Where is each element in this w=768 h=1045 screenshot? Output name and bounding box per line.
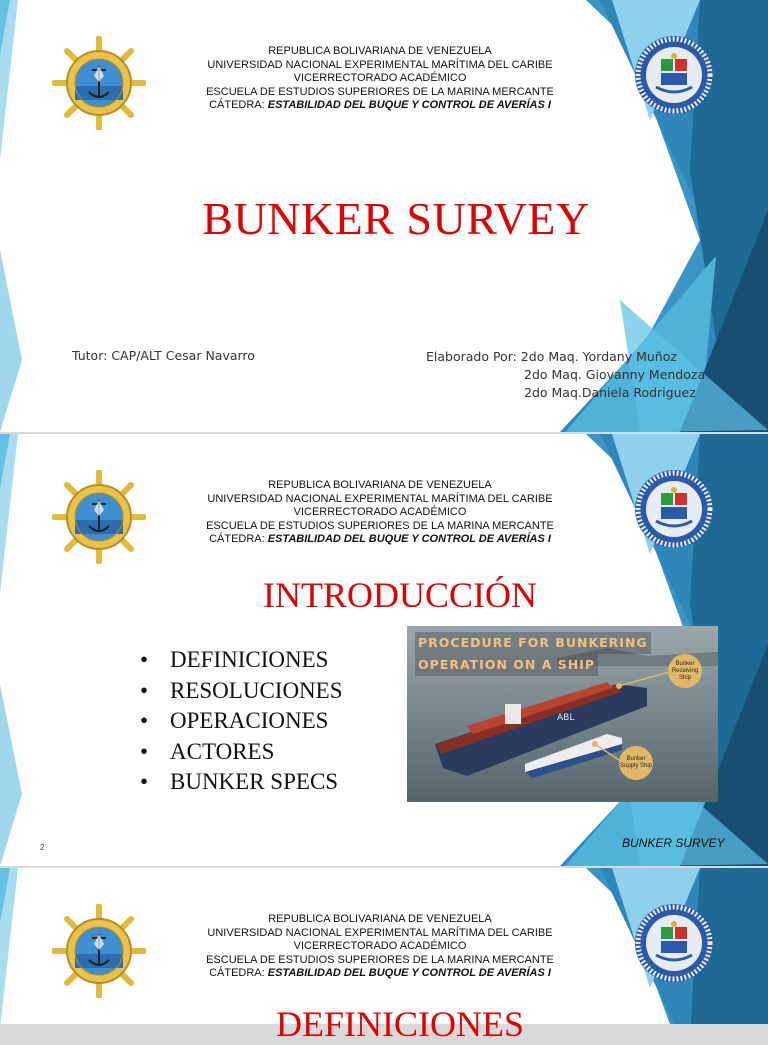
university-logo-left xyxy=(52,904,146,998)
image-caption: PROCEDURE FOR BUNKERING OPERATION ON A SHIP xyxy=(415,632,651,676)
header-line: VICERRECTORADO ACADÉMICO xyxy=(293,72,467,84)
author-line: Elaborado Por: 2do Maq. Yordany Muñoz xyxy=(426,349,677,364)
header-line: UNIVERSIDAD NACIONAL EXPERIMENTAL MARÍTIMA DEL CARIBE xyxy=(207,492,553,505)
catedra-line: CÁTEDRA: ESTABILIDAD DEL BUQUE Y CONTROL DE AVERÍAS I xyxy=(209,967,551,979)
header-line: REPUBLICA BOLIVARIANA DE VENEZUELA xyxy=(268,479,492,491)
school-logo-right xyxy=(634,35,714,115)
page-number: 2 xyxy=(40,843,45,852)
header-line: REPUBLICA BOLIVARIANA DE VENEZUELA xyxy=(268,913,492,925)
header-line: ESCUELA DE ESTUDIOS SUPERIORES DE LA MARINA MERCANTE xyxy=(206,519,554,532)
bullet-item: • RESOLUCIONES xyxy=(140,677,343,703)
author-line: 2do Maq.Daniela Rodriguez xyxy=(524,385,696,400)
university-logo-left xyxy=(52,36,146,130)
catedra-line: CÁTEDRA: ESTABILIDAD DEL BUQUE Y CONTROL DE AVERÍAS I xyxy=(209,533,551,545)
institution-header xyxy=(150,45,610,113)
tag-receiving: Bunker Receiving Ship xyxy=(668,654,702,688)
bullet-item: • DEFINICIONES xyxy=(140,647,329,672)
bullet-item: • BUNKER SPECS xyxy=(140,769,339,794)
header-line: REPUBLICA BOLIVARIANA DE VENEZUELA xyxy=(268,45,492,57)
catedra-line: CÁTEDRA: ESTABILIDAD DEL BUQUE Y CONTROL DE AVERÍAS I xyxy=(209,99,551,111)
slide-footer: BUNKER SURVEY xyxy=(622,836,725,850)
tutor-text: Tutor: CAP/ALT Cesar Navarro xyxy=(72,348,255,363)
header-line: VICERRECTORADO ACADÉMICO xyxy=(293,940,467,952)
school-logo-right xyxy=(634,469,714,549)
header-line: VICERRECTORADO ACADÉMICO xyxy=(293,506,467,518)
institution-header xyxy=(150,479,610,547)
slide-title: DEFINICIONES xyxy=(276,1004,524,1044)
header-line: ESCUELA DE ESTUDIOS SUPERIORES DE LA MARINA MERCANTE xyxy=(206,953,554,966)
bunkering-image xyxy=(407,626,718,802)
university-logo-left xyxy=(52,470,146,564)
slide-title: BUNKER SURVEY xyxy=(202,193,590,244)
slide-title: INTRODUCCIÓN xyxy=(263,575,537,615)
bullet-item: • OPERACIONES xyxy=(140,708,329,733)
bullet-list xyxy=(140,645,343,798)
hull-text: ABL xyxy=(557,713,575,723)
authors-block xyxy=(426,348,705,402)
tag-supply: Bunker Supply Ship xyxy=(619,746,653,780)
bullet-item: • ACTORES xyxy=(140,738,275,764)
slide-3 xyxy=(0,868,768,1024)
header-line: UNIVERSIDAD NACIONAL EXPERIMENTAL MARÍTIMA DEL CARIBE xyxy=(207,926,553,939)
slide-1 xyxy=(0,0,768,432)
school-logo-right xyxy=(634,903,714,983)
author-line: 2do Maq. Giovanny Mendoza xyxy=(524,367,706,382)
header-line: UNIVERSIDAD NACIONAL EXPERIMENTAL MARÍTIMA DEL CARIBE xyxy=(207,58,553,71)
header-line: ESCUELA DE ESTUDIOS SUPERIORES DE LA MARINA MERCANTE xyxy=(206,85,554,98)
institution-header xyxy=(150,913,610,981)
